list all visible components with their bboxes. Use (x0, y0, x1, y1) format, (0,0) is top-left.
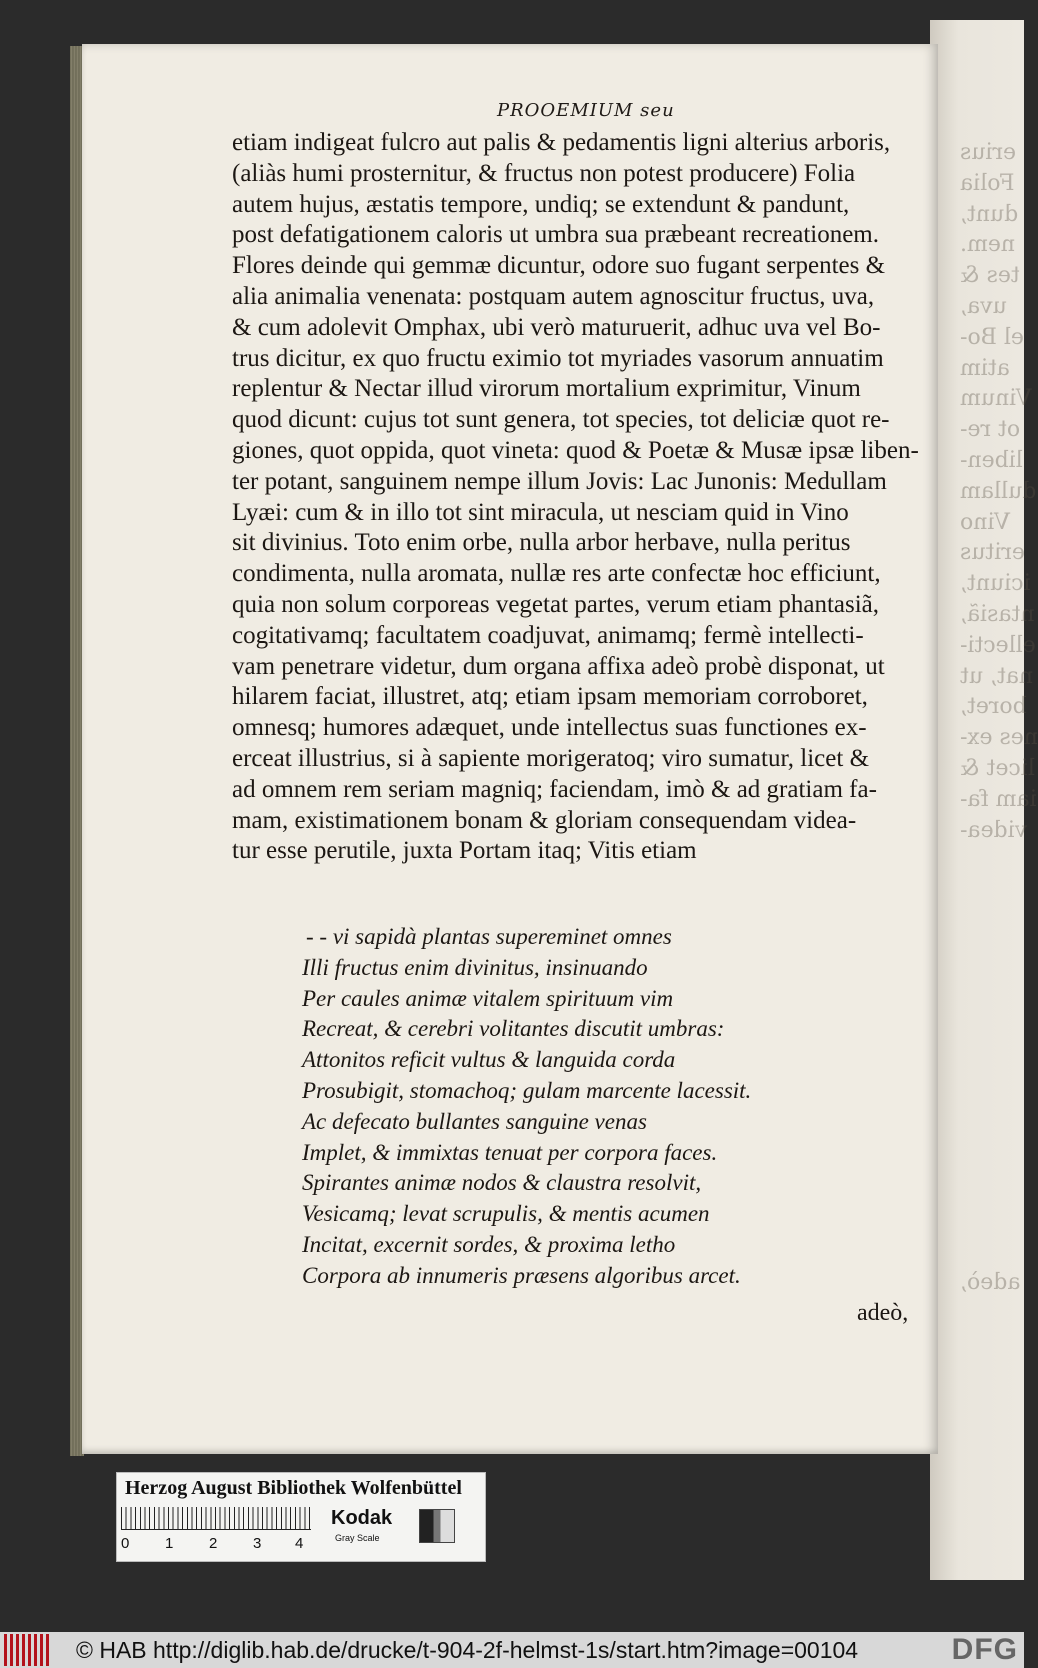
body-line: autem hujus, æstatis tempore, undiq; se extendunt & pandunt, (232, 190, 850, 218)
footer-bar (0, 1632, 1024, 1668)
ruler-number: 4 (295, 1535, 304, 1552)
verse-line: Illi fructus enim divinitus, insinuando (302, 954, 648, 980)
neighbor-ghost-line: Vino (960, 509, 1010, 535)
verse-line: Vesicamq; levat scrupulis, & mentis acumen (302, 1201, 710, 1227)
neighbor-ghost-line: ot re- (960, 417, 1021, 443)
neighbor-ghost-line: Folia (960, 170, 1015, 196)
neighbor-ghost-line: liben- (960, 448, 1023, 473)
body-line: giones, quot oppida, quot vineta: quod & Poetæ & Musæ ipsæ liben- (232, 436, 919, 464)
body-line: vam penetrare videtur, dum organa affixa adeò probè disponat, ut (232, 652, 885, 680)
neighbor-ghost-line: iam fa- (960, 786, 1037, 812)
verse-line: Per caules animæ vitalem spirituum vim (302, 985, 674, 1011)
body-line: hilarem faciat, illustret, atq; etiam ipsam memoriam corroboret, (232, 683, 868, 711)
body-line: Lyæi: cum & in illo tot sint miracula, ut nesciam quid in Vino (232, 498, 849, 526)
neighbor-ghost-line: ellecti- (960, 632, 1036, 658)
body-line: quia non solum corporeas vegetat partes, verum etiam phantasiã, (232, 590, 880, 618)
verse-line: Prosubigit, stomachoq; gulam marcente lacessit. (302, 1077, 752, 1103)
neighbor-ghost-line: ntasiã, (960, 602, 1035, 627)
ruler (121, 1507, 311, 1530)
body-line: condimenta, nulla aromata, nullæ res arte confectæ hoc efficiunt, (232, 560, 881, 588)
library-label (116, 1472, 486, 1562)
neighbor-ghost-line: nat, ut (960, 663, 1034, 689)
body-line: trus dicitur, ex quo fructu eximio tot myriades vasorum annuatim (232, 344, 884, 372)
neighbor-ghost-line: nes ex- (960, 725, 1038, 751)
neighbor-ghost-line: uva, (960, 294, 1007, 319)
body-line: post defatigationem caloris ut umbra sua præbeant recreationem. (232, 221, 879, 249)
neighbor-ghost-line: boret, (960, 694, 1027, 720)
running-head: PROOEMIUM seu (497, 100, 675, 121)
body-line: omnesq; humores adæquet, unde intellectus suas functiones ex- (232, 714, 867, 742)
verse-line: Incitat, excernit sordes, & proxima letho (302, 1231, 676, 1257)
verse-line: Spirantes animæ nodos & claustra resolvit, (302, 1170, 702, 1196)
neighbor-ghost-line: el Bo- (960, 324, 1024, 350)
neighbor-ghost-line: licet & (960, 756, 1035, 781)
footer-url[interactable]: © HAB http://diglib.hab.de/drucke/t-904-2f-helmst-1s/start.htm?image=00104 (76, 1637, 859, 1663)
ruler-numbers (121, 1535, 321, 1555)
neighbor-ghost-line: Vinum (960, 386, 1032, 412)
catchword: adeò, (857, 1300, 909, 1326)
neighbor-ghost-line: dullam (960, 478, 1037, 504)
library-name: Herzog August Bibliothek Wolfenbüttel (125, 1477, 462, 1499)
neighbor-ghost-line: eritus (960, 540, 1025, 566)
neighbor-ghost-line: iciunt, (960, 571, 1031, 597)
verse-line: Recreat, & cerebri volitantes discutit umbras: (302, 1016, 725, 1042)
verse-line: Implet, & immixtas tenuat per corpora faces. (302, 1139, 718, 1165)
hab-logo-icon (4, 1634, 50, 1666)
body-line: sit divinius. Toto enim orbe, nulla arbor herbave, nulla peritus (232, 529, 851, 557)
body-line: ad omnem rem seriam magniq; faciendam, imò & ad gratiam fa- (232, 775, 877, 803)
neighbor-ghost-line: adeò, (960, 1270, 1021, 1295)
ruler-number: 3 (253, 1535, 262, 1552)
body-line: (aliàs humi prosternitur, & fructus non potest producere) Folia (232, 159, 856, 187)
neighbor-ghost-line: atim (960, 355, 1010, 381)
neighbor-ghost-line: nem. (960, 232, 1016, 258)
dfg-logo: DFG (951, 1633, 1018, 1666)
gray-swatch (419, 1509, 455, 1543)
neighbor-ghost-line: videa- (960, 817, 1028, 843)
ruler-number: 1 (165, 1535, 174, 1552)
body-line: quod dicunt: cujus tot sunt genera, tot species, tot deliciæ quot re- (232, 406, 890, 434)
body-line: mam, existimationem bonam & gloriam consequendam videa- (232, 806, 857, 834)
body-line: Flores deinde qui gemmæ dicuntur, odore suo fugant serpentes & (232, 252, 886, 280)
neighbor-ghost-line: dunt, (960, 201, 1019, 227)
verse-line: Corpora ab innumeris præsens algoribus arcet. (302, 1262, 741, 1288)
book-page (82, 44, 938, 1454)
verse-line: Ac defecato bullantes sanguine venas (302, 1108, 647, 1134)
body-line: etiam indigeat fulcro aut palis & pedamentis ligni alterius arboris, (232, 129, 891, 156)
body-text (232, 128, 919, 867)
verse-line: - - vi sapidà plantas supereminet omnes (306, 924, 672, 949)
body-line: tur esse perutile, juxta Portam itaq; Vitis etiam (232, 837, 697, 865)
verse-block (302, 922, 862, 1292)
body-line: ter potant, sanguinem nempe illum Jovis: Lac Junonis: Medullam (232, 467, 887, 495)
kodak-gray-scale (329, 1507, 479, 1553)
body-line: alia animalia venenata: postquam autem agnoscitur fructus, uva, (232, 282, 875, 310)
kodak-subtitle: Gray Scale (335, 1533, 380, 1543)
neighbor-ghost-line: erius (960, 140, 1017, 165)
body-line: erceat illustrius, si à sapiente morigeratoq; viro sumatur, licet & (232, 744, 870, 772)
body-line: & cum adolevit Omphax, ubi verò maturuerit, adhuc uva vel Bo- (232, 313, 881, 341)
body-line: cogitativamq; facultatem coadjuvat, animamq; fermè intellecti- (232, 621, 864, 649)
neighbor-page (930, 20, 1038, 1580)
verse-line: Attonitos reficit vultus & languida corda (302, 1047, 676, 1073)
neighbor-ghost-line: tes & (960, 263, 1020, 289)
kodak-logo: Kodak (331, 1507, 393, 1529)
ruler-number: 2 (209, 1535, 218, 1552)
ruler-number: 0 (121, 1535, 130, 1552)
body-line: replentur & Nectar illud virorum mortalium exprimitur, Vinum (232, 375, 861, 403)
